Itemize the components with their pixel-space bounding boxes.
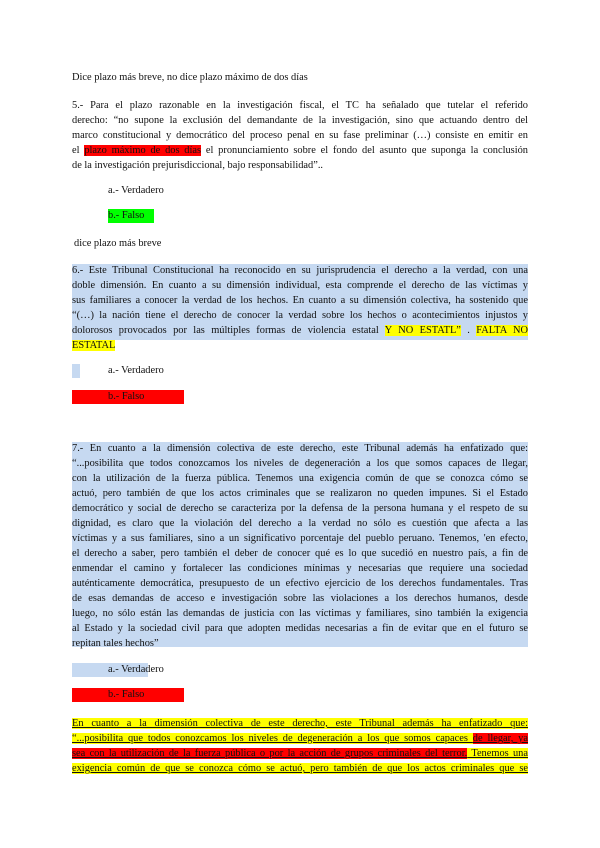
q6-option-b: b.- Falso [72,390,184,404]
answer7-line-2 [72,732,528,747]
q5-line-3: marco constitucional y democrático del proceso penal en su fase preliminar (…) consiste en emitir en [72,130,528,141]
q6-line-4: “(…) la nación tiene el derecho de conocer la verdad sobre los hechos o acontecimientos injustos y [72,310,528,321]
q6-highlight-yellow-2: FALTA NO [476,325,529,336]
q5-line-4-end: el pronunciamiento sobre el fondo del asunto que suponga la conclusión [201,145,528,156]
q6-line-2: doble dimensión. En cuanto a su dimensión individual, esta comprende el derecho de las víctimas y [72,280,528,291]
q5-line-5: de la investigación prejurisdiccional, bajo responsabilidad”.. [72,160,324,171]
q6-line-5-mid: . [460,325,477,336]
q5-option-b: b.- Falso [108,209,154,223]
q5-highlight-red: plazo máximo de dos días [84,145,202,156]
answer7-red: de llegar, ya [472,733,528,744]
answer7-line-4 [72,762,528,777]
q5-line-2: derecho: “no supone la exclusión del demandante de la investigación, sino que actuando dentro del [72,115,528,126]
q7-line: “...posibilita que todos conozcamos los niveles de degeneración a los que somos capaces de llegar, [72,458,528,469]
answer7-yellow: exigencia común de que se conozca cómo se actuó, pero también de que los actos criminales que se [72,763,528,774]
q5-line-4 [72,144,528,159]
note-line: Dice plazo más breve, no dice plazo máximo de dos días [72,72,308,83]
q6-option-a: a.- Verdadero [108,365,164,376]
answer7-yellow: Tenemos una [467,748,528,759]
q7-line: actuó, pero también de que los actos criminales que se realizaron no queden impunes. Si el Estado [72,488,528,499]
answer7-red: sea con la utilización de la fuerza pública o por la acción de grupos criminales del terror. [72,748,468,759]
q7-line: luego, no sólo están las demandas de justicia con las víctimas y familiares, sino también la exigencia [72,608,528,619]
q7-line: al Estado y la sociedad civil para que adopten medidas necesarias a fin de evitar que en el futuro se [72,623,528,634]
q7-line: democrático y social de derecho se caracteriza por la defensa de la persona humana y el respeto de su [72,503,528,514]
q7-line: el derecho a saber, pero también el deber de conocer qué es lo que sucedió en nuestro país, a fin de [72,548,528,559]
q6-line-5 [72,324,528,339]
q6-highlight-yellow-3: ESTATAL [72,340,116,351]
q6-line-5-start: dolorosos provocados por las múltiples formas de violencia estatal [72,325,385,336]
q7-line: de esas demandas de acceso e investigación sobre las violaciones a los derechos humanos, desde [72,593,528,604]
q7-option-b: b.- Falso [72,688,184,702]
q5-line-1: 5.- Para el plazo razonable en la investigación fiscal, el TC ha señalado que tutelar el referido [72,100,528,111]
q7-line: víctimas y a sus familiares, sino a un significativo porcentaje del pueblo peruano. Tenemos, 'en efecto, [72,533,528,544]
q5-line-4-start: el [72,145,85,156]
answer7-yellow: “...posibilita que todos conozcamos los niveles de degeneración a los que somos capaces [72,733,473,744]
q7-line: 7.- En cuanto a la dimensión colectiva de este derecho, este Tribunal además ha enfatizado que: [72,443,528,454]
q6-blue-marker [72,364,80,378]
note-line-2: dice plazo más breve [74,238,162,249]
q7-line: enmendar el camino y fortalecer las condiciones mínimas y necesarias que requiere una sociedad [72,563,528,574]
q6-line-6 [72,339,528,354]
q6-highlight-yellow-1: Y NO ESTATL” [384,325,461,336]
q7-line: con la utilización de la fuerza pública. Tenemos una exigencia común de que se conozca cómo se [72,473,528,484]
q6-line-1: 6.- Este Tribunal Constitucional ha reconocido en su jurisprudencia el derecho a la verdad, con una [72,265,528,276]
q7-line: dignidad, es claro que la violación del derecho a la verdad no sólo es cuestión que afecta a las [72,518,528,529]
q7-line: auténticamente democrática, presupuesto de un efectivo ejercicio de los derechos fundamentales. Tras [72,578,528,589]
q6-line-3: sus familiares a conocer la verdad de los hechos. En cuanto a su dimensión colectiva, ha sostenido que [72,295,528,306]
answer7-line-3 [72,747,528,762]
q5-option-a: a.- Verdadero [108,185,164,196]
q7-option-a: a.- Verdadero [108,664,164,675]
answer7-yellow: En cuanto a la dimensión colectiva de este derecho, este Tribunal además ha enfatizado que: [72,718,528,729]
answer7-line-1 [72,717,528,732]
q7-line: repitan tales hechos” [72,638,159,649]
